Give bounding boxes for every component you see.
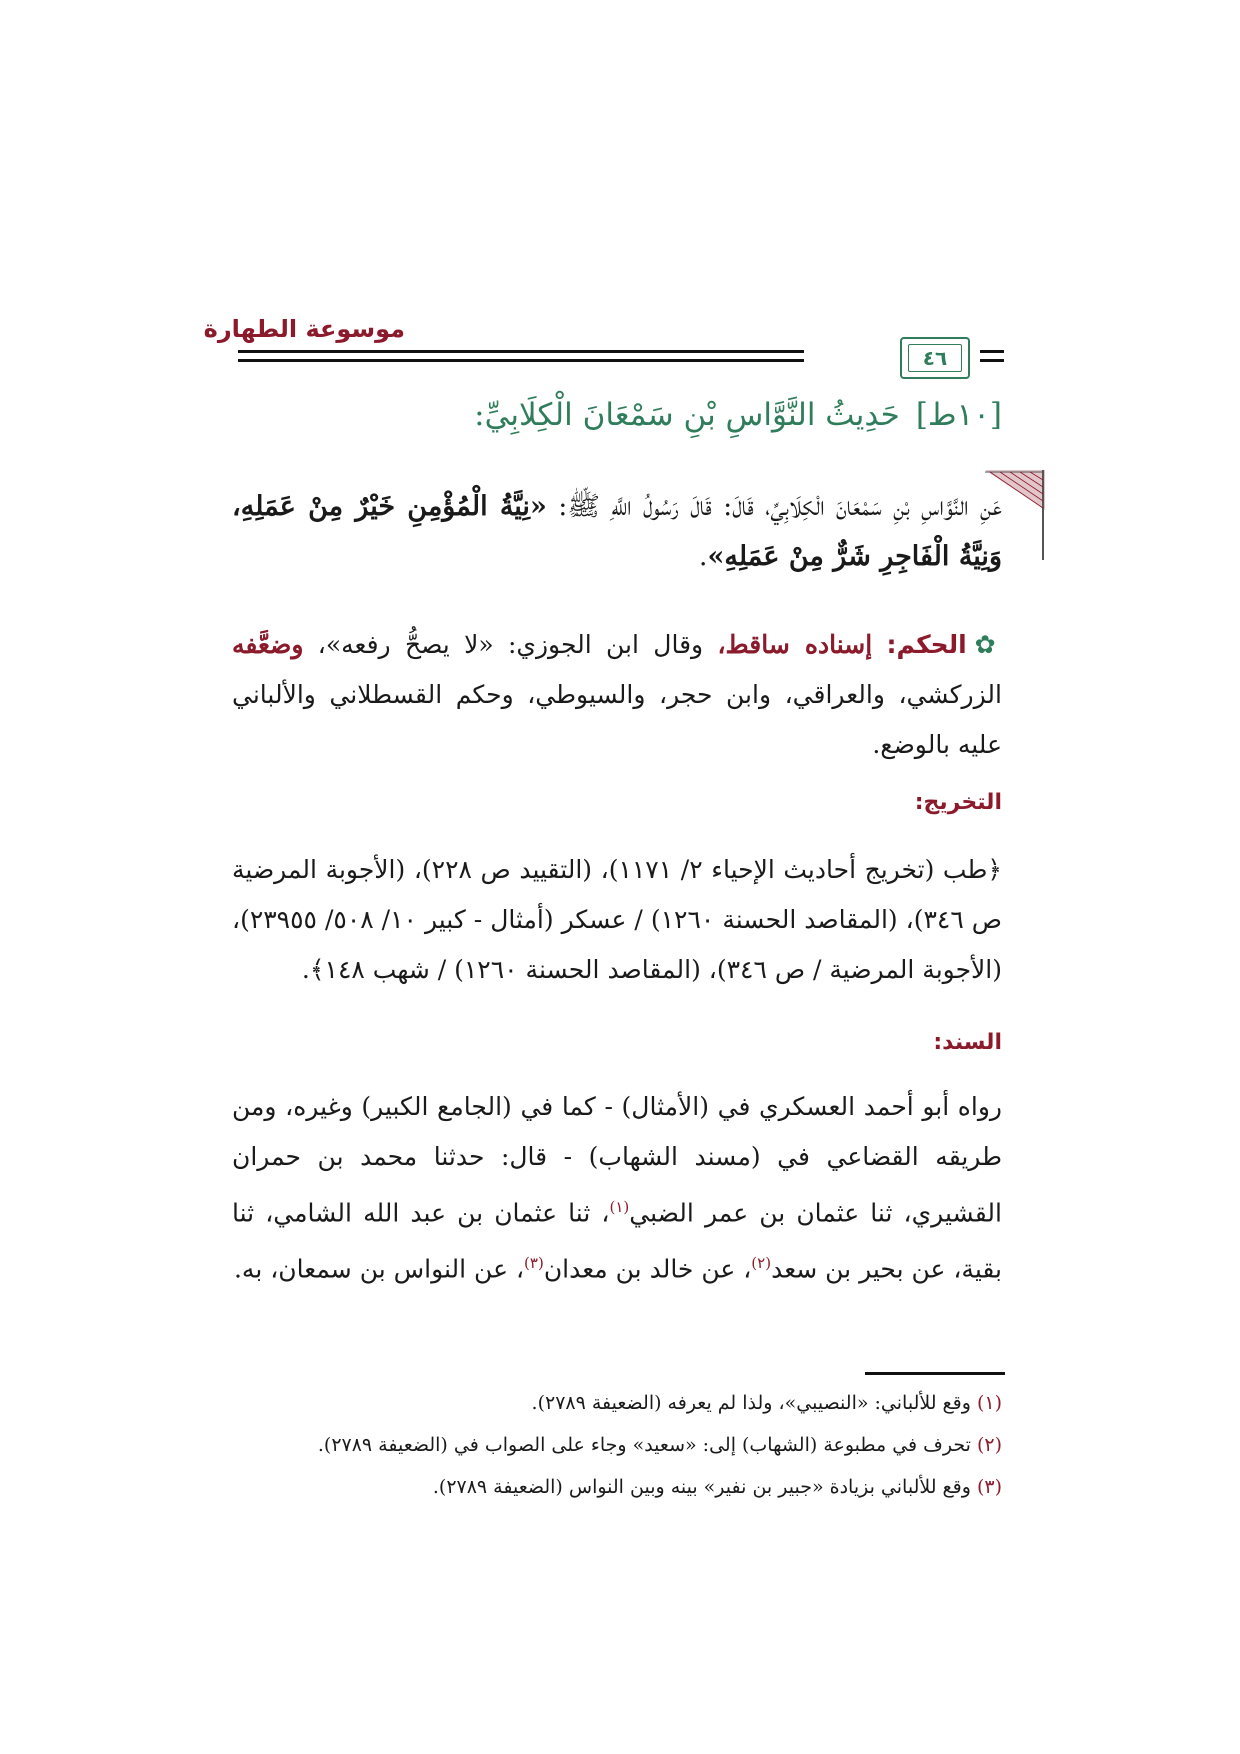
hadith-title: حَدِيثُ النَّوَّاسِ بْنِ سَمْعَانَ الْكِلَابِيِّ: [474,397,900,433]
sanad-text [232,1082,1002,1295]
footnote-number: (٣) [976,1476,1002,1498]
footnote-number: (١) [976,1392,1002,1414]
hadith-text [232,482,1002,582]
sanad-part-2: ، ثنا عثمان بن عبد الله الشامي، ثنا بقية، عن بحير بن سعد [232,1198,1002,1284]
header-rule-top [238,350,804,353]
page-number: ٤٦ [908,344,962,372]
header-rule-bottom [238,359,804,362]
footnote-1 [232,1385,1002,1421]
footnote-ref-2[interactable]: (٢) [751,1254,772,1273]
footnote-ref-3[interactable]: (٣) [524,1254,544,1273]
footnote-text: وقع للألباني: «النصيبي»، ولذا لم يعرفه (الضعيفة ٢٧٨٩). [531,1392,977,1414]
footnote-2 [232,1427,1002,1463]
header-rule-right-bottom [980,359,1004,362]
sanad-part-4: ، عن النواس بن سمعان، به. [233,1254,525,1284]
sanad-heading: السند: [933,1030,1002,1055]
hadith-end: . [698,541,708,572]
footnote-text: تحرف في مطبوعة (الشهاب) إلى: «سعيد» وجاء على الصواب في (الضعيفة ٢٧٨٩). [317,1434,977,1456]
footnote-number: (٢) [976,1434,1002,1456]
sanad-part-1: رواه أبو أحمد العسكري في (الأمثال) - كما في (الجامع الكبير) وغيره، ومن طريقه القضاعي في (مسند الشهاب) - قال: حدثنا محمد بن حمران القشيري، ثنا عثمان بن عمر الضبي [232,1092,1002,1228]
footnote-ref-1[interactable]: (١) [609,1198,630,1216]
footnote-separator [865,1372,1005,1375]
ruling-weak-label: وضعَّفه [232,630,304,659]
takhrij-heading: التخريج: [914,790,1002,815]
sanad-part-3: ، عن خالد بن معدان [543,1254,752,1284]
hadith-heading [242,397,1002,433]
hadith-quote: «نِيَّةُ الْمُؤْمِنِ خَيْرٌ مِنْ عَمَلِهِ، وَنِيَّةُ الْفَاجِرِ شَرٌّ مِنْ عَمَلِهِ» [232,491,1002,572]
takhrij-text: ﴿طب (تخريج أحاديث الإحياء ٢/ ١١٧١)، (التقييد ص ٢٢٨)، (الأجوبة المرضية ص ٣٤٦)، (المقاصد الحسنة ١٢٦٠) / عسكر (أمثال - كبير ١٠/ ٥٠٨/ ٢٣٩٥٥)، (الأجوبة المرضية / ص ٣٤٦)، (المقاصد الحسنة ١٢٦٠) / شهب ١٤٨﴾. [232,855,1003,984]
footnotes [232,1385,1002,1511]
flower-icon: ✿ [974,630,1003,659]
hadith-intro: عَنِ النَّوَّاسِ بْنِ سَمْعَانَ الْكِلَابِيِّ، قَالَ: قَالَ رَسُولُ اللَّهِ ﷺ: [546,491,1002,522]
ruling-verdict: إسناده ساقط، [717,630,873,659]
footnote-3 [232,1469,1002,1505]
hadith-number: [١٠ط] [915,397,1002,433]
page-number-badge [900,337,970,379]
header-rule-right-top [980,350,1004,353]
ruling-text-1: وقال ابن الجوزي: «لا يصحُّ رفعه»، [303,630,718,659]
ruling-paragraph [232,620,1002,770]
ruling-label: الحكم: [886,630,967,659]
running-title: موسوعة الطهارة [203,315,405,343]
footnote-text: وقع للألباني بزيادة «جبير بن نفير» بينه وبين النواس (الضعيفة ٢٧٨٩). [432,1476,977,1498]
ruling-text-2: الزركشي، والعراقي، وابن حجر، والسيوطي، وحكم القسطلاني والألباني عليه بالوضع. [232,680,1002,759]
